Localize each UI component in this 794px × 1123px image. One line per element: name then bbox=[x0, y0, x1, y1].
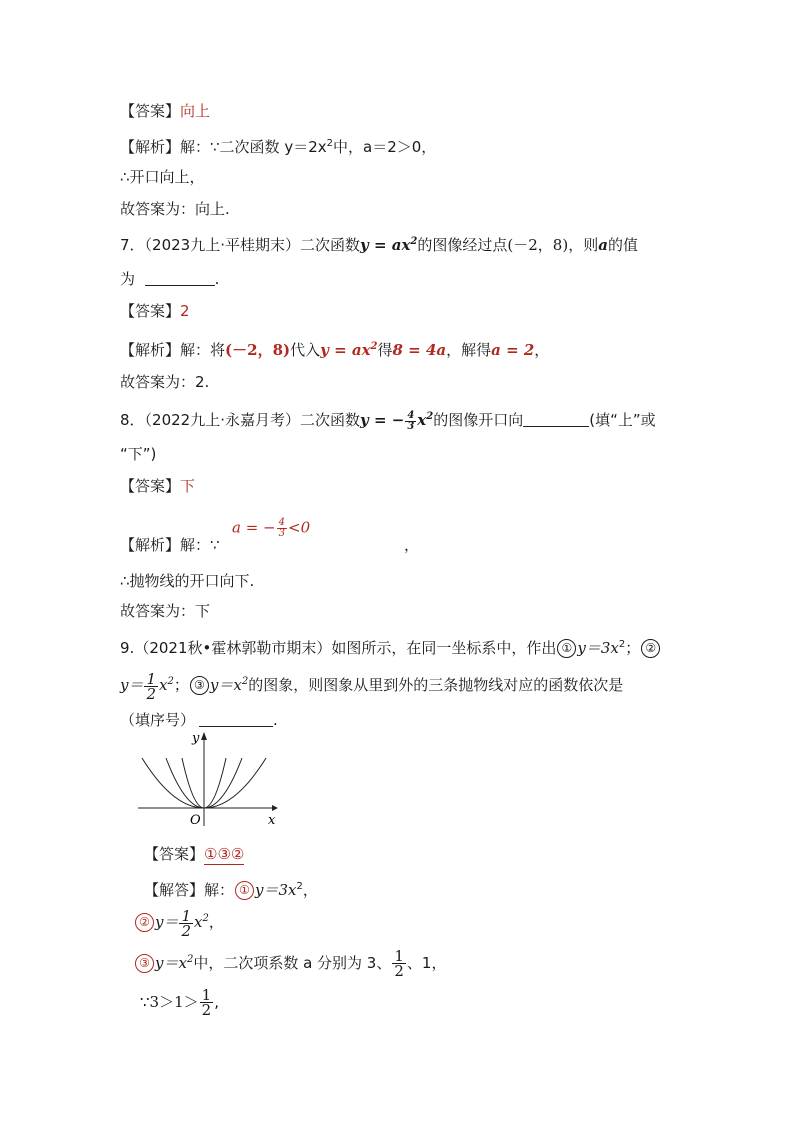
analysis-formula-1: y＝3x bbox=[255, 881, 297, 899]
analysis-end-2: ， bbox=[208, 913, 224, 931]
analysis-equation: 8 = 4a bbox=[392, 341, 447, 359]
question-text-a: 二次函数 bbox=[300, 411, 361, 429]
formula-3: $y=x^2$ bbox=[209, 676, 249, 694]
question-text-c: ，则 bbox=[568, 236, 599, 254]
analysis-text-d: ，解得 bbox=[446, 341, 492, 359]
question-text-a: 二次函数 bbox=[300, 236, 361, 254]
origin-label: O bbox=[190, 813, 201, 828]
answer-line-7 bbox=[120, 300, 190, 322]
analysis-line-6: 【解析】解：∵二次函数 $y=2x^2$中，a＝2＞0， bbox=[120, 138, 437, 156]
question-7-line2: 为 . bbox=[120, 270, 220, 288]
analysis-point: (－2，8) bbox=[225, 341, 291, 359]
question-text-b: 的图像经过点 bbox=[417, 236, 508, 254]
answer-line-8 bbox=[120, 475, 195, 497]
question-text-b: 的图像开口向 bbox=[433, 411, 524, 429]
analysis-tag: 【解答】 bbox=[144, 881, 205, 899]
question-text-c: (填“上”或 bbox=[589, 411, 656, 429]
question-number: 7． bbox=[120, 236, 145, 254]
y-label: y bbox=[192, 731, 200, 746]
answer-line-6 bbox=[120, 100, 210, 122]
question-8-line2: “下”) bbox=[120, 445, 157, 463]
point-coords: (－2，8) bbox=[507, 236, 569, 254]
x-axis-arrow bbox=[272, 805, 278, 811]
answer-tag: 【答案】 bbox=[120, 302, 181, 320]
analysis-line-9c: ③ $y=x^2$中，二次项系数 a 分别为 3、 $\frac{1}{2}$ 、1， bbox=[134, 942, 446, 981]
final-answer-8: 故答案为：下 bbox=[120, 602, 211, 620]
question-text-b: 的图象，则图象从里到外的三条抛物线对应的函数依次是 bbox=[248, 676, 624, 694]
answer-tag: 【答案】 bbox=[120, 477, 181, 495]
question-number: 9. bbox=[120, 639, 135, 657]
analysis-text-b: 中，a＝2＞0， bbox=[333, 138, 437, 156]
answer-blank bbox=[523, 410, 589, 427]
question-source: （2022九上·永嘉月考） bbox=[144, 411, 300, 429]
analysis-text-b: 中，二次项系数 a 分别为 3、 bbox=[193, 954, 392, 972]
answer-text: 下 bbox=[180, 477, 196, 495]
analysis-line-8b: ∴抛物线的开口向下. bbox=[120, 572, 255, 590]
analysis-line-8 bbox=[120, 534, 220, 556]
analysis-inequality: a = − $\frac{4}{3}$ <0 bbox=[232, 517, 311, 539]
analysis-inequality: ∵3＞1＞ bbox=[140, 993, 199, 1011]
circled-1: ① bbox=[557, 639, 576, 658]
question-period: . bbox=[273, 711, 278, 729]
analysis-end-1: ， bbox=[302, 881, 318, 899]
formula-y-ax2: $y = ax^2$ bbox=[360, 236, 418, 254]
question-source: （2021秋•霍林郭勒市期末） bbox=[134, 639, 332, 657]
analysis-line-6b: ∴开口向上， bbox=[120, 168, 205, 186]
question-text-a: 如图所示，在同一坐标系中，作出 bbox=[331, 639, 557, 657]
x-label: x bbox=[268, 813, 276, 828]
question-source: （2023九上·平桂期末） bbox=[144, 236, 300, 254]
answer-text: 向上 bbox=[180, 102, 211, 120]
analysis-tag: 【解析】 bbox=[120, 138, 181, 156]
analysis-tag: 【解析】 bbox=[120, 536, 181, 554]
final-answer-6: 故答案为：向上. bbox=[120, 200, 230, 218]
formula-1-end: ； bbox=[625, 639, 641, 657]
question-number: 8． bbox=[120, 411, 145, 429]
question-text-wei: 为 bbox=[120, 270, 136, 288]
analysis-result: a = 2 bbox=[491, 341, 535, 359]
formula-1: y＝3x bbox=[577, 639, 619, 657]
analysis-text-c: 、1， bbox=[406, 954, 447, 972]
y-axis-arrow bbox=[201, 732, 207, 740]
analysis-text-c: 得 bbox=[377, 341, 393, 359]
question-9-line2 bbox=[120, 664, 623, 703]
analysis-text-b: 代入 bbox=[290, 341, 321, 359]
circled-3-red: ③ bbox=[135, 954, 154, 973]
analysis-text-a: 解：∵ bbox=[180, 536, 220, 554]
formula-2-end: ； bbox=[173, 676, 189, 694]
analysis-text-a: 解：∵二次函数 y＝2x bbox=[180, 138, 327, 156]
question-8 bbox=[120, 406, 656, 432]
var-a: a bbox=[598, 236, 608, 254]
analysis-line-9d: ∵3＞1＞ $\frac{1}{2}$ , bbox=[140, 986, 219, 1019]
analysis-line-7: 【解析】解：将(－2，8)代入$y = ax^2$得8 = 4a，解得a = 2， bbox=[120, 341, 550, 359]
final-answer-7: 故答案为：2. bbox=[120, 373, 210, 391]
answer-sequence: ①③② bbox=[204, 845, 245, 863]
circled-1-red: ① bbox=[235, 881, 254, 900]
circled-3: ③ bbox=[190, 676, 209, 695]
analysis-text-a: 解：将 bbox=[180, 341, 226, 359]
question-7 bbox=[120, 231, 638, 256]
answer-tag: 【答案】 bbox=[120, 102, 181, 120]
answer-line-9 bbox=[144, 843, 244, 865]
analysis-comma: ， bbox=[404, 536, 420, 554]
analysis-line-9b bbox=[134, 901, 224, 940]
question-9: 9.（2021秋•霍林郭勒市期末）如图所示，在同一坐标系中，作出 ① $y=3x^2$； ② bbox=[120, 634, 661, 659]
question-text-c: （填序号） bbox=[120, 711, 196, 729]
formula-neg-frac: y = − $\frac{4}{3}$ $x^2$ bbox=[360, 409, 434, 432]
parabola-graph bbox=[132, 728, 282, 828]
circled-2-red: ② bbox=[135, 913, 154, 932]
circled-2: ② bbox=[641, 639, 660, 658]
answer-text: 2 bbox=[180, 302, 190, 320]
analysis-formula-3: $y=x^2$ bbox=[155, 954, 194, 972]
answer-tag: 【答案】 bbox=[144, 845, 205, 863]
analysis-formula-2: y＝ $\frac{1}{2}$ $x^2$ bbox=[155, 906, 209, 940]
analysis-text-a: 解： bbox=[204, 881, 235, 899]
answer-blank bbox=[145, 269, 215, 286]
answer-blank bbox=[199, 710, 273, 727]
analysis-end-4: , bbox=[214, 993, 219, 1011]
analysis-line-9: 【解答】解： ① $y=3x^2$， bbox=[144, 881, 318, 899]
question-text-d: 的值 bbox=[607, 236, 638, 254]
analysis-formula: $y = ax^2$ bbox=[320, 341, 378, 359]
formula-2: y＝ $\frac{1}{2}$ $x^2$ bbox=[120, 669, 174, 703]
analysis-tag: 【解析】 bbox=[120, 341, 181, 359]
